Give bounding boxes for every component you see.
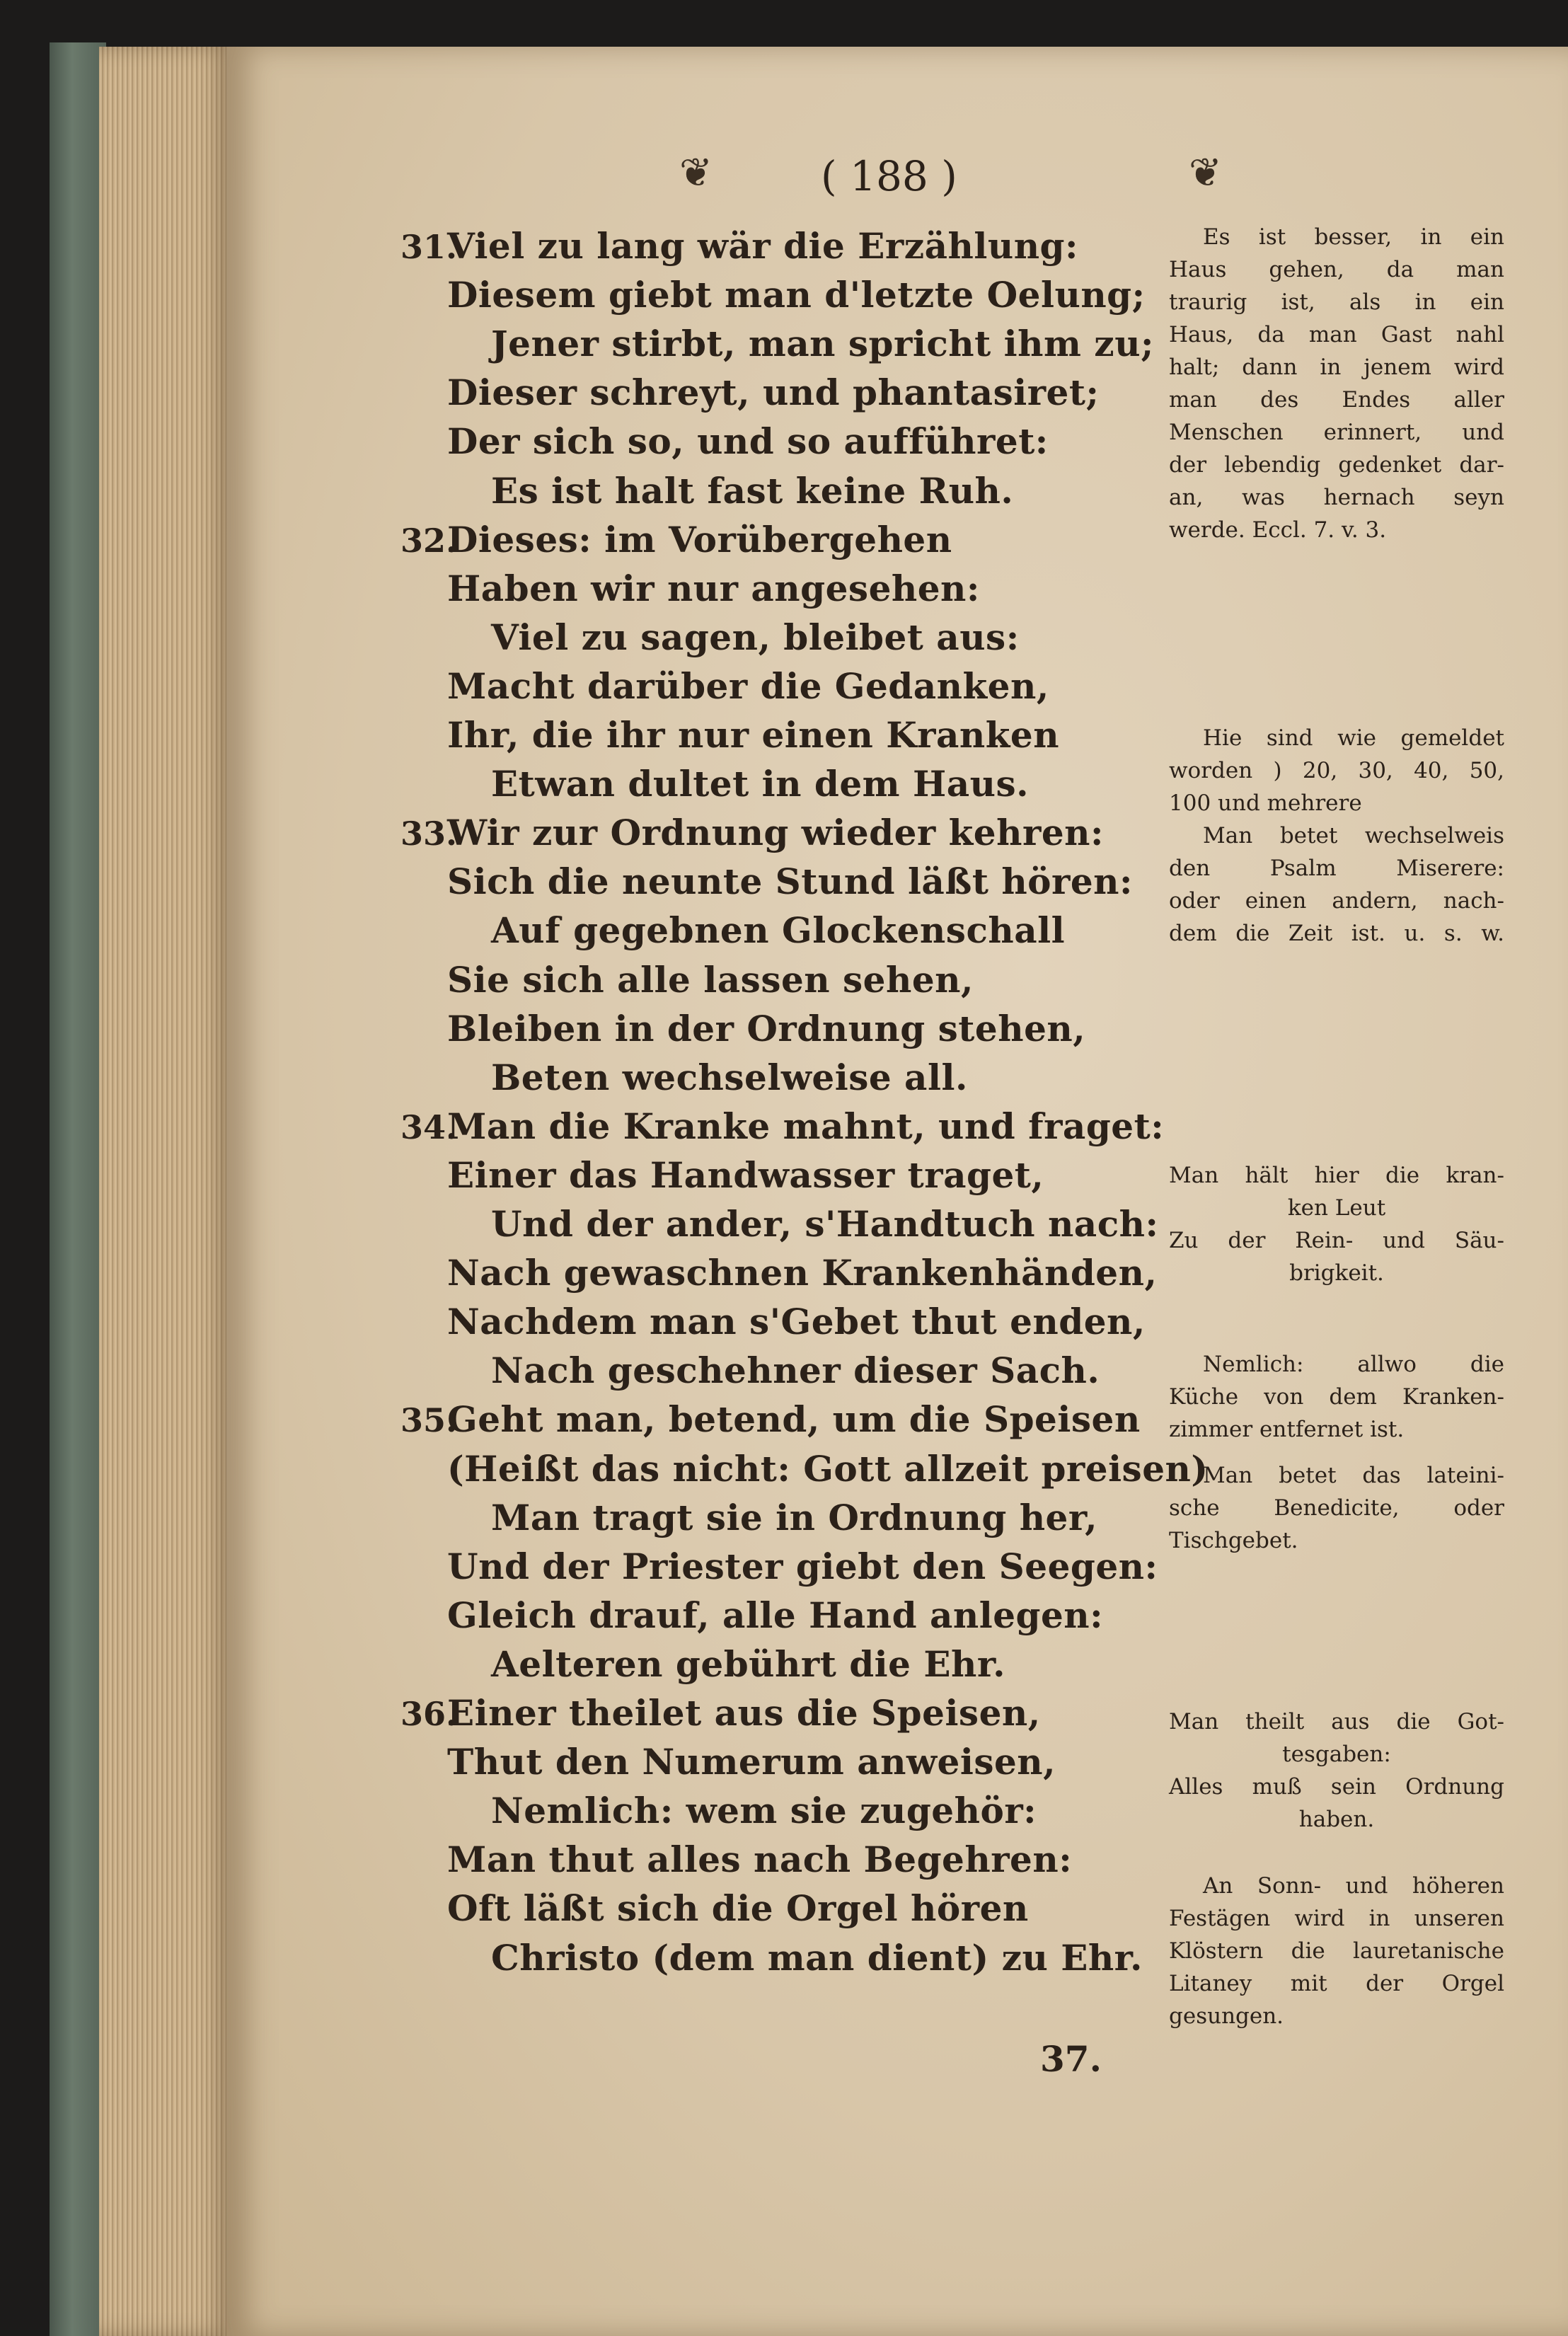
margin-note-line: tesgaben: bbox=[1282, 1742, 1391, 1767]
verse-line: Christo (dem man dient) zu Ehr. bbox=[491, 1936, 1143, 1979]
verse-line: Etwan dultet in dem Haus. bbox=[491, 763, 1030, 805]
margin-note-line: 100 und mehrere bbox=[1169, 790, 1362, 816]
margin-note-line: dem die Zeit ist. u. s. w. bbox=[1169, 921, 1504, 946]
stanza-number: 34. bbox=[400, 1107, 458, 1146]
verse-line: Viel zu lang wär die Erzählung: bbox=[447, 225, 1078, 267]
margin-note bbox=[1169, 1159, 1504, 1289]
verse-line: Geht man, betend, um die Speisen bbox=[447, 1398, 1141, 1441]
margin-note-line: Haus, da man Gast nahl bbox=[1169, 322, 1504, 347]
verse-line: Oft läßt sich die Orgel hören bbox=[447, 1887, 1029, 1930]
margin-note-line: den Psalm Miserere: bbox=[1169, 856, 1504, 881]
margin-note-line: An Sonn- und höheren bbox=[1203, 1873, 1504, 1899]
stanza-number: 32. bbox=[400, 521, 458, 560]
margin-note-line: worden ) 20, 30, 40, 50, bbox=[1169, 758, 1504, 783]
margin-note-line: brigkeit. bbox=[1289, 1260, 1384, 1286]
margin-note-line: Nemlich: allwo die bbox=[1203, 1352, 1504, 1377]
stanza-number: 35. bbox=[400, 1401, 458, 1440]
stanza-number: 36. bbox=[400, 1695, 458, 1733]
verse-line: Sie sich alle lassen sehen, bbox=[447, 958, 974, 1001]
margin-note-line: Alles muß sein Ordnung bbox=[1169, 1774, 1504, 1800]
margin-note-line: Festägen wird in unseren bbox=[1169, 1906, 1504, 1931]
verse-line: Nach geschehner dieser Sach. bbox=[491, 1350, 1100, 1392]
verse-line: Gleich drauf, alle Hand anlegen: bbox=[447, 1594, 1104, 1636]
margin-note-line: werde. Eccl. 7. v. 3. bbox=[1169, 517, 1387, 543]
verse-line: Nach gewaschnen Krankenhänden, bbox=[447, 1252, 1158, 1294]
margin-note-line: Zu der Rein- und Säu- bbox=[1169, 1228, 1504, 1253]
margin-note-line: Tischgebet. bbox=[1169, 1528, 1298, 1553]
margin-note-line: Haus gehen, da man bbox=[1169, 257, 1504, 282]
margin-note-line: Man theilt aus die Got- bbox=[1169, 1709, 1504, 1734]
verse-line: Aelteren gebührt die Ehr. bbox=[491, 1642, 1006, 1685]
verse-line: Dieser schreyt, und phantasiret; bbox=[447, 372, 1100, 414]
margin-note-line: sche Benedicite, oder bbox=[1169, 1495, 1504, 1521]
margin-note bbox=[1169, 221, 1504, 546]
verse-line: Thut den Numerum anweisen, bbox=[447, 1741, 1056, 1783]
margin-note-line: Küche von dem Kranken- bbox=[1169, 1384, 1504, 1410]
verse-line: Einer theilet aus die Speisen, bbox=[447, 1692, 1041, 1734]
page-number: ( 188 ) bbox=[821, 152, 957, 200]
margin-note-line: Hie sind wie gemeldet bbox=[1203, 725, 1504, 751]
margin-note-line: Litaney mit der Orgel bbox=[1169, 1971, 1504, 1996]
verse-line: Und der Priester giebt den Seegen: bbox=[447, 1545, 1158, 1587]
header-ornament-right-icon: ❦ bbox=[1189, 150, 1222, 196]
page-edges bbox=[99, 47, 234, 2336]
margin-note-line: halt; dann in jenem wird bbox=[1169, 355, 1504, 380]
verse-line: Bleiben in der Ordnung stehen, bbox=[447, 1007, 1086, 1049]
verse-line: Auf gegebnen Glockenschall bbox=[491, 909, 1066, 952]
margin-note bbox=[1169, 1705, 1504, 1836]
margin-note-line: Menschen erinnert, und bbox=[1169, 420, 1504, 445]
margin-note-line: man des Endes aller bbox=[1169, 387, 1504, 413]
verse-line: Sich die neunte Stund läßt hören: bbox=[447, 861, 1133, 903]
verse-line: Macht darüber die Gedanken, bbox=[447, 664, 1049, 707]
margin-note-line: traurig ist, als in ein bbox=[1169, 289, 1504, 315]
verse-line: Nemlich: wem sie zugehör: bbox=[491, 1790, 1037, 1832]
margin-note-line: der lebendig gedenket dar- bbox=[1169, 452, 1504, 478]
margin-note bbox=[1169, 1870, 1504, 2032]
margin-note-line: an, was hernach seyn bbox=[1169, 485, 1504, 510]
verse-line: Haben wir nur angesehen: bbox=[447, 567, 980, 609]
verse-line: Diesem giebt man d'letzte Oelung; bbox=[447, 274, 1146, 316]
margin-note-line: Man betet das lateini- bbox=[1203, 1463, 1504, 1488]
verse-line: (Heißt das nicht: Gott allzeit preisen) bbox=[447, 1447, 1209, 1490]
verse-line: Dieses: im Vorübergehen bbox=[447, 518, 952, 560]
margin-note-line: haben. bbox=[1298, 1807, 1375, 1832]
margin-note-line: Man betet wechselweis bbox=[1203, 823, 1504, 848]
verse-line: Ihr, die ihr nur einen Kranken bbox=[447, 714, 1060, 756]
catchword: 37. bbox=[1040, 2038, 1102, 2080]
verse-line: Viel zu sagen, bleibet aus: bbox=[491, 616, 1020, 658]
verse-line: Man thut alles nach Begehren: bbox=[447, 1839, 1073, 1881]
margin-note-line: oder einen andern, nach- bbox=[1169, 888, 1504, 914]
stanza-number: 31. bbox=[400, 228, 458, 266]
margin-note-line: zimmer entfernet ist. bbox=[1169, 1417, 1405, 1442]
verse-line: Beten wechselweise all. bbox=[491, 1056, 968, 1098]
header-ornament-left-icon: ❦ bbox=[679, 150, 713, 196]
margin-note bbox=[1169, 1459, 1504, 1557]
margin-note-line: ken Leut bbox=[1287, 1195, 1386, 1221]
margin-note-line: gesungen. bbox=[1169, 2003, 1284, 2029]
verse-line: Wir zur Ordnung wieder kehren: bbox=[447, 812, 1104, 854]
book-cover bbox=[50, 42, 106, 2336]
verse-line: Man die Kranke mahnt, und fraget: bbox=[447, 1105, 1165, 1147]
margin-note-line: Es ist besser, in ein bbox=[1203, 224, 1504, 250]
verse-line: Einer das Handwasser traget, bbox=[447, 1153, 1044, 1196]
margin-note bbox=[1169, 722, 1504, 950]
verse-line: Jener stirbt, man spricht ihm zu; bbox=[491, 323, 1155, 365]
margin-note-line: Klöstern die lauretanische bbox=[1169, 1938, 1504, 1964]
margin-note bbox=[1169, 1348, 1504, 1446]
margin-note-line: Man hält hier die kran- bbox=[1169, 1163, 1504, 1188]
verse-line: Es ist halt fast keine Ruh. bbox=[491, 469, 1014, 512]
verse-line: Und der ander, s'Handtuch nach: bbox=[491, 1203, 1159, 1245]
verse-line: Man tragt sie in Ordnung her, bbox=[491, 1496, 1097, 1538]
verse-line: Der sich so, und so aufführet: bbox=[447, 420, 1049, 463]
verse-line: Nachdem man s'Gebet thut enden, bbox=[447, 1301, 1146, 1343]
stanza-number: 33. bbox=[400, 815, 458, 853]
